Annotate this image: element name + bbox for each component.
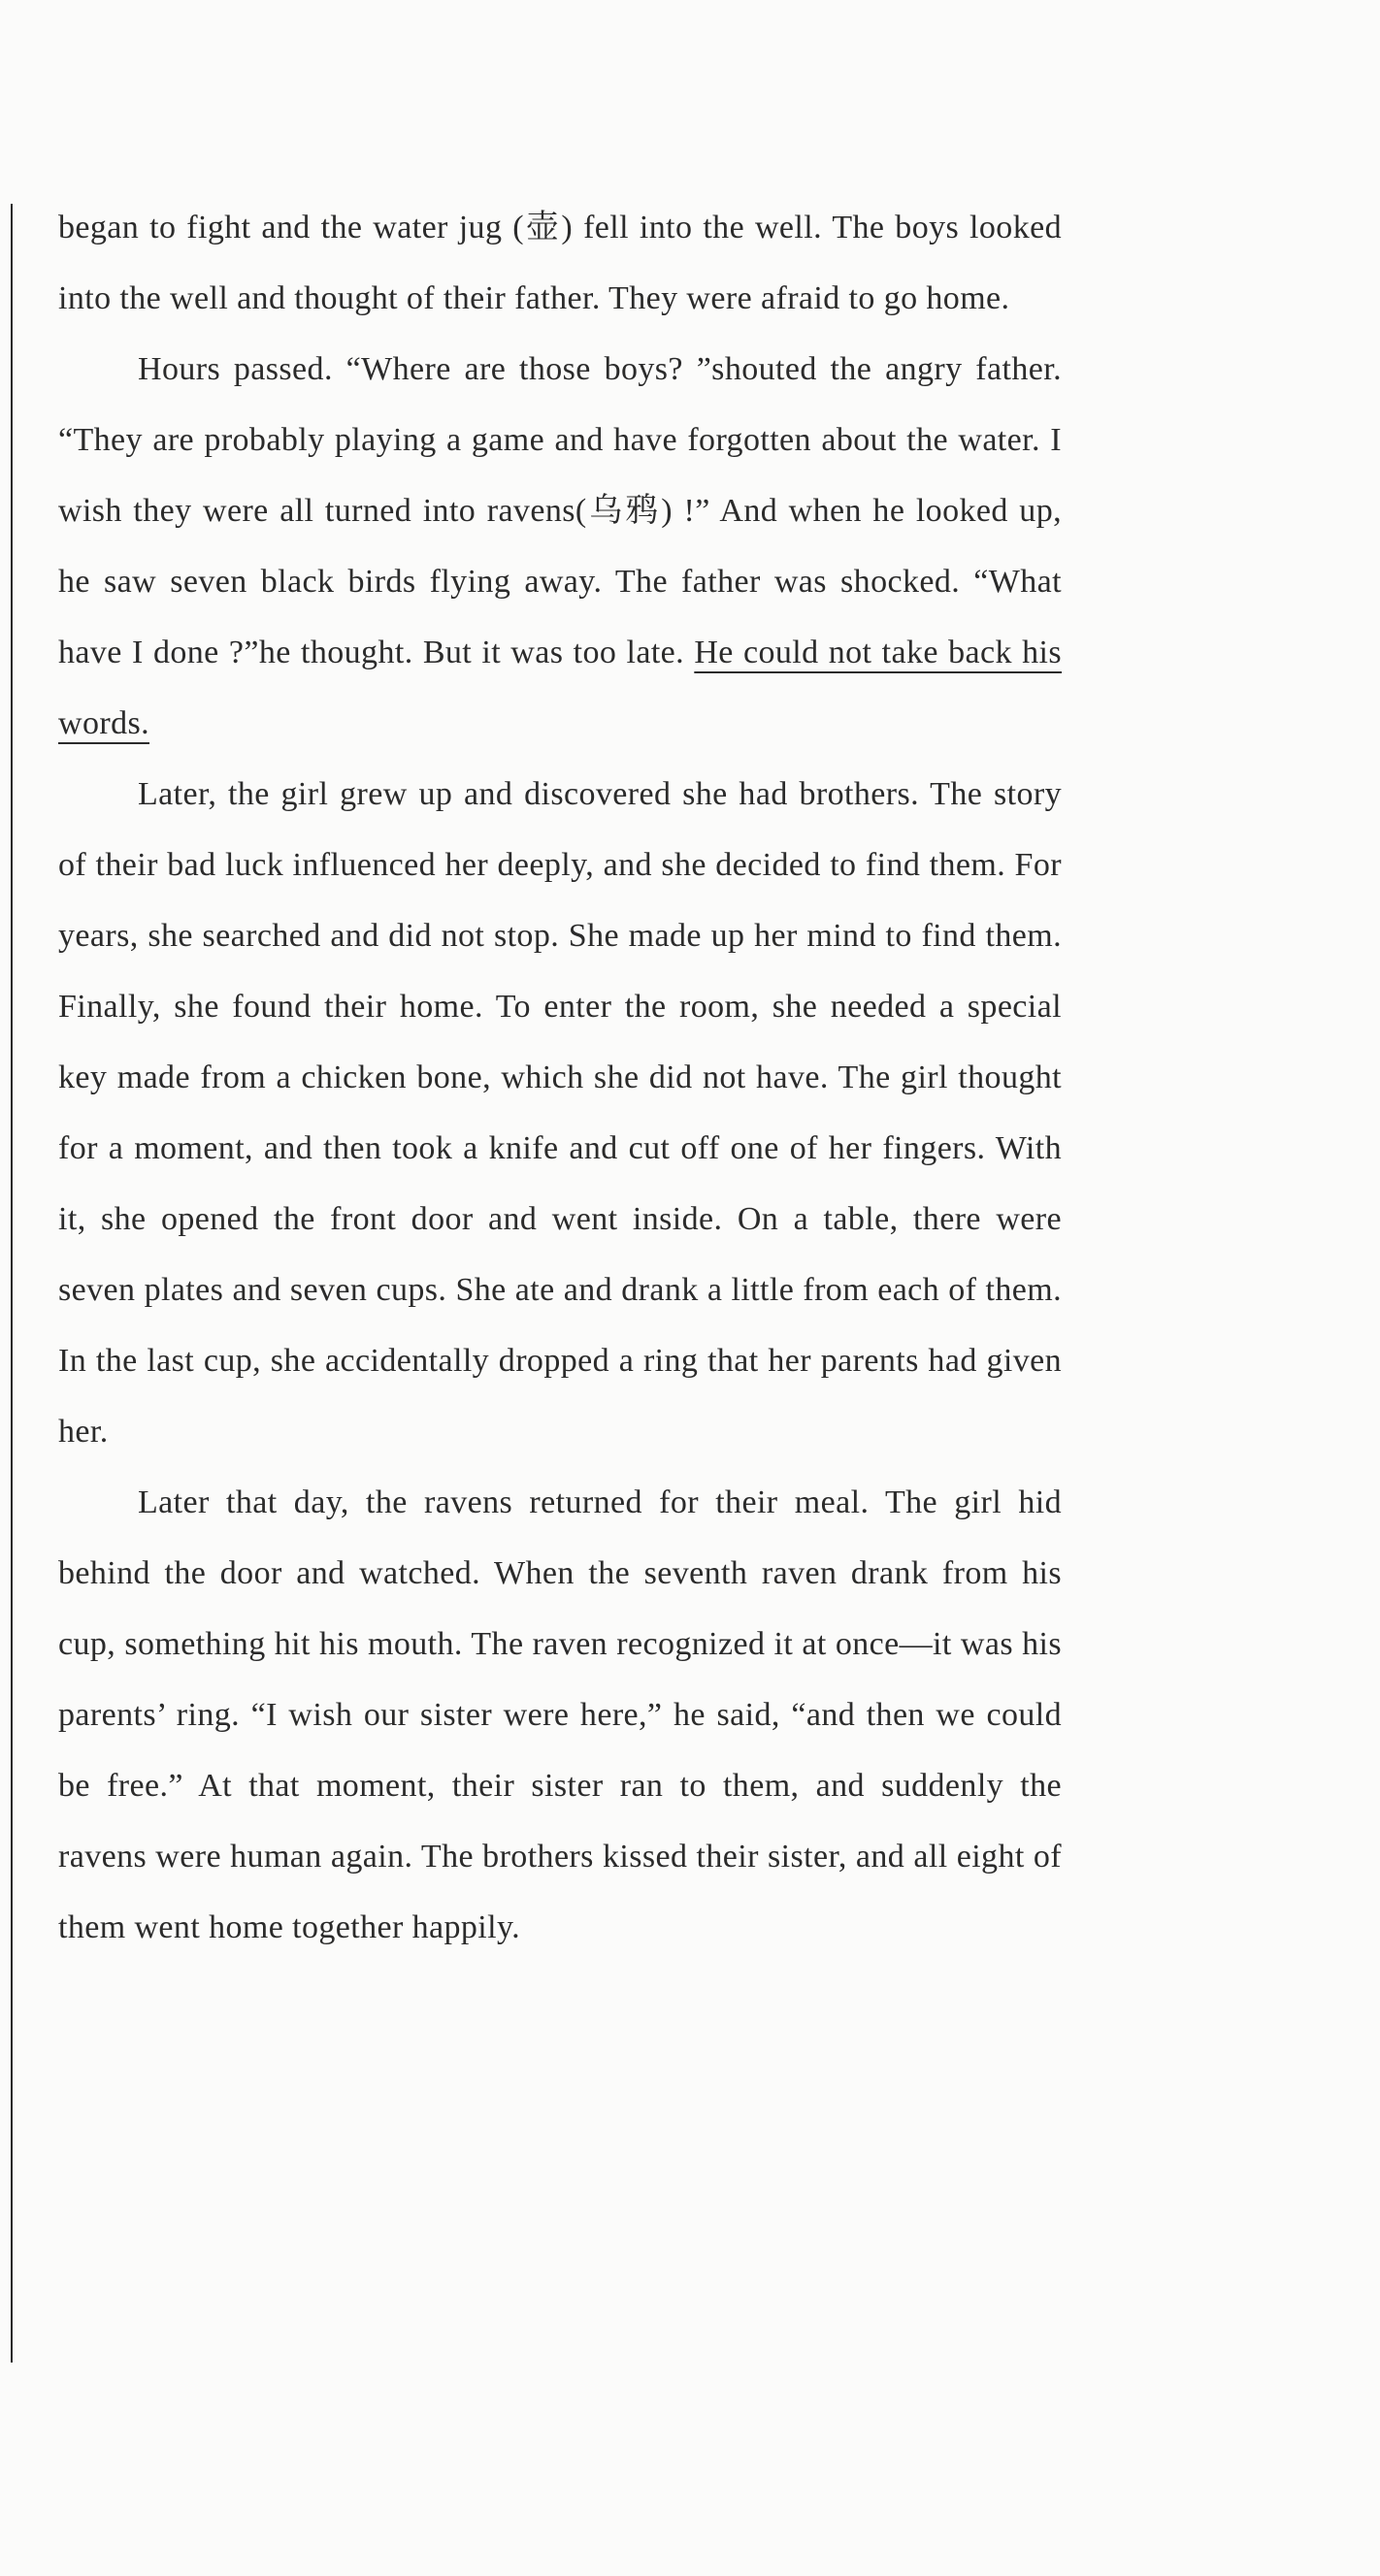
story-text [58,192,1062,1963]
paragraph-4-text: Later that day, the ravens returned for their meal. The girl hid behind the door and watched. When the seventh raven drank from his cup, something hit his mouth. The raven recognized it at once—it was his parents’ ring. “I wish our sister were here,” he said, “and then we could be free.” At that moment, their sister ran to them, and suddenly the ravens were human again. The brothers kissed their sister, and all eight of them went home together happily. [58,1484,1062,1945]
margin-rule [11,204,13,2363]
paragraph-2 [58,334,1062,759]
paragraph-4 [58,1467,1062,1963]
paragraph-1 [58,192,1062,334]
underlined-sentence: He could not take back his words. [58,635,1062,741]
paragraph-3 [58,759,1062,1467]
paragraph-1-text: began to fight and the water jug (壶) fell into the well. The boys looked into the well and thought of their father. They were afraid to go home. [58,210,1062,316]
paragraph-3-text: Later, the girl grew up and discovered she had brothers. The story of their bad luck influenced her deeply, and she decided to find them. For years, she searched and did not stop. She made up her mind to find them. Finally, she found their home. To enter the room, she needed a special key made from a chicken bone, which she did not have. The girl thought for a moment, and then took a knife and cut off one of her fingers. With it, she opened the front door and went inside. On a table, there were seven plates and seven cups. She ate and drank a little from each of them. In the last cup, she accidentally dropped a ring that her parents had given her. [58,776,1062,1450]
paragraph-2-text: Hours passed. “Where are those boys? ”shouted the angry father. “They are probably playing a game and have forgotten about the water. I wish they were all turned into ravens(乌鸦) !” And when he looked up, he saw seven black birds flying away. The father was shocked. “What have I done ?”he thought. But it was too late. [58,351,1062,670]
